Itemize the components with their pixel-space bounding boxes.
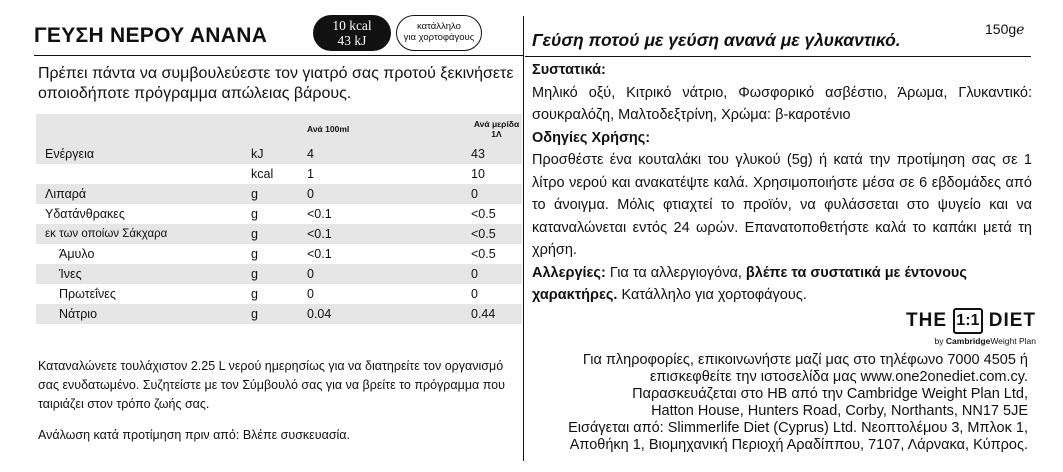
logo-cambridge: Cambridge: [945, 336, 991, 346]
logo-by: by: [934, 336, 944, 346]
contact-line: Εισάγεται από: Slimmerlife Diet (Cyprus) Ltd. Νεοπτολέμου 3, Μπλοκ 1,: [568, 420, 1028, 436]
vertical-divider: [523, 16, 524, 461]
vegetarian-badge-line1: κατάλληλο: [417, 21, 461, 32]
nutrient-per-100ml: 1: [307, 167, 314, 181]
nutrient-unit: g: [251, 264, 307, 284]
nutrient-per-100ml: <0.1: [307, 224, 471, 244]
directions-heading: Οδηγίες Χρήσης:: [532, 129, 651, 146]
nutrient-per-serving: 43: [471, 144, 522, 164]
nutrient-unit: g: [251, 247, 258, 261]
nutrient-unit: g: [251, 224, 307, 244]
nutrition-row: [36, 224, 522, 244]
energy-kcal: 10 kcal: [332, 18, 372, 33]
nutrient-per-100ml: 0.04: [307, 304, 471, 324]
directions-text: Προσθέστε ένα κουταλάκι του γλυκού (5g) ή κατά την προτίμηση σας σε 1 λίτρο νερού και ανακατέψτε καλά. Χρησιμοποιήστε μέσα σε 6 εβδομάδες από το άνοιγμα. Μόλις φτιαχτεί το προϊόν, να φυλάσσεται στο ψυγείο και να καταναλώνεται εντός 24 ωρών. Επανατοποθετήστε καλά το καπάκι μετά τη χρήση.: [532, 152, 1032, 258]
nutrient-label: Ενέργεια: [36, 144, 251, 164]
nutrient-unit: g: [251, 184, 307, 204]
product-description: Γεύση ποτού με γεύση ανανά με γλυκαντικό.: [532, 30, 901, 50]
right-divider: [525, 56, 1031, 57]
nutrition-row: [36, 184, 522, 204]
header-unit: [251, 114, 307, 144]
nutrition-row: [36, 284, 522, 304]
product-title: ΓΕΥΣΗ ΝΕΡΟΥ ΑΝΑΝΑ: [34, 24, 268, 47]
nutrition-row: [36, 204, 522, 224]
nutrient-per-100ml: 0: [307, 184, 471, 204]
nutrition-row: [36, 264, 522, 284]
logo-the: THE: [906, 310, 947, 331]
nutrient-per-serving: 0: [471, 264, 522, 284]
contact-info: [526, 352, 1028, 454]
nutrient-label: Πρωτεΐνες: [59, 287, 116, 301]
nutrient-per-serving: 0: [471, 287, 478, 301]
allergy-heading: Αλλεργίες:: [532, 264, 606, 281]
doctor-advice: Πρέπει πάντα να συμβουλεύεστε τον γιατρό σας προτού ξεκινήσετε οποιοδήποτε πρόγραμμα απώλειας βάρους.: [38, 65, 514, 102]
nutrient-per-serving: <0.5: [471, 207, 496, 221]
logo-plan: Weight Plan: [990, 336, 1036, 346]
nutrition-row: [36, 244, 522, 264]
ingredients-text: Μηλικό οξύ, Κιτρικό νάτριο, Φωσφορικό ασβέστιο, Άρωμα, Γλυκαντικό: σουκραλόζη, Μαλτοδεξτρίνη, Χρώμα: β-καροτένιο: [532, 84, 1032, 123]
contact-line: Για πληροφορίες, επικοινωνήστε μαζί μας στο τηλέφωνο 7000 4505 ή: [582, 352, 1028, 368]
contact-line: Αποθήκη 1, Βιομηχανική Περιοχή Αραδίππου, 7107, Λάρνακα, Κύπρος.: [569, 437, 1028, 453]
allergy-text: Για τα αλλεργιογόνα,: [609, 264, 742, 281]
nutrient-label: εκ των οποίων Σάκχαρα: [36, 224, 251, 244]
logo-box: 1:1: [953, 308, 983, 334]
nutrient-label: Νάτριο: [36, 304, 251, 324]
energy-kj: 43 kJ: [337, 33, 367, 48]
nutrient-per-serving: <0.5: [471, 247, 496, 261]
nutrition-table: [36, 114, 522, 324]
nutrition-header-row: [36, 114, 522, 144]
nutrition-row: [36, 144, 522, 164]
left-divider: [34, 55, 523, 56]
nutrient-unit: g: [251, 287, 258, 301]
nutrient-per-serving: 0.44: [471, 304, 522, 324]
nutrient-label: Υδατάνθρακες: [45, 207, 125, 221]
right-panel: [532, 59, 1032, 307]
nutrient-label: Ίνες: [36, 264, 251, 284]
ingredients-heading: Συστατικά:: [532, 62, 606, 78]
allergy-bold: βλέπε τα συστατικά με έντονους χαρακτήρες.: [532, 264, 967, 303]
nutrition-row: [36, 304, 522, 324]
nutrient-per-100ml: 0: [307, 264, 471, 284]
header-per-serving: Ανά μερίδα 1Λ: [471, 114, 522, 144]
header-label: [36, 114, 251, 144]
vegetarian-badge: [396, 15, 482, 51]
vegetarian-note: Κατάλληλο για χορτοφάγους.: [621, 287, 807, 303]
logo-subtitle: [906, 336, 1036, 346]
header-per-100ml: Ανά 100ml: [307, 114, 471, 144]
allergy-info: [532, 262, 1032, 307]
nutrient-per-100ml: 4: [307, 144, 471, 164]
contact-line: Παρασκευάζεται στο ΗΒ από την Cambridge Weight Plan Ltd,: [632, 386, 1028, 402]
hydration-note: Καταναλώνετε τουλάχιστον 2.25 L νερού ημερησίως για να διατηρείτε τον οργανισμό σας ενυδατωμένο. Συζητείστε με τον Σύμβουλό σας για να βρείτε το πρόγραμμα που ταιριάζει στον τρόπο ζωής σας.: [38, 359, 505, 411]
nutrient-label: [36, 164, 251, 184]
best-before: Ανάλωση κατά προτίμηση πριν από: Βλέπε συσκευασία.: [38, 428, 351, 442]
nutrient-per-serving: <0.5: [471, 224, 522, 244]
contact-line: επισκεφθείτε την ιστοσελίδα μας www.one2onediet.com.cy.: [649, 369, 1028, 385]
nutrient-per-100ml: <0.1: [307, 247, 332, 261]
vegetarian-badge-line2: για χορτοφάγους: [403, 32, 475, 43]
nutrient-unit: kcal: [251, 167, 274, 181]
nutrient-unit: g: [251, 207, 258, 221]
nutrient-per-serving: 0: [471, 184, 522, 204]
logo-diet: DIET: [988, 310, 1036, 331]
nutrient-per-100ml: 0: [307, 287, 314, 301]
energy-badge: [313, 15, 391, 51]
nutrient-unit: g: [251, 304, 307, 324]
nutrient-label: Λιπαρά: [36, 184, 251, 204]
net-weight: 150gℯ: [985, 21, 1025, 37]
nutrient-per-100ml: <0.1: [307, 207, 332, 221]
contact-line: Hatton House, Hunters Road, Corby, Northants, NN17 5JE: [651, 403, 1028, 419]
nutrient-per-serving: 10: [471, 167, 485, 181]
nutrition-row: [36, 164, 522, 184]
nutrient-label: Άμυλο: [59, 247, 95, 261]
nutrient-unit: kJ: [251, 144, 307, 164]
brand-logo: [906, 308, 1036, 346]
